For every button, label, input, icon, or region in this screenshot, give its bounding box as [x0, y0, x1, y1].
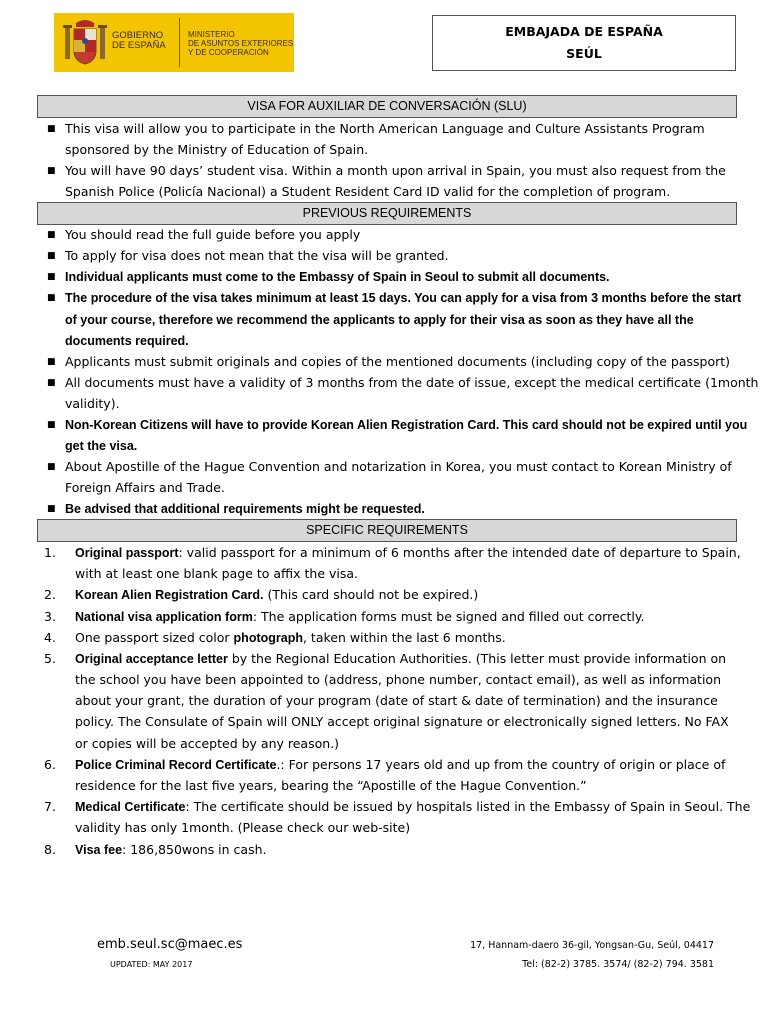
- embassy-city: SEÚL: [566, 46, 602, 61]
- section-title-previous: PREVIOUS REQUIREMENTS: [37, 202, 737, 225]
- intro-text: sponsored by the Ministry of Education of Spain.: [65, 142, 369, 157]
- bullet-icon: ■: [47, 124, 56, 134]
- list-item: One passport sized color photograph, taken within the last 6 months.: [75, 630, 506, 645]
- bullet-icon: ■: [47, 378, 56, 388]
- requirement-text: You should read the full guide before you apply: [65, 227, 361, 242]
- bullet-icon: ■: [47, 420, 56, 430]
- section-title-visa: VISA FOR AUXILIAR DE CONVERSACIÓN (SLU): [37, 95, 737, 118]
- list-number: 4.: [44, 630, 56, 645]
- list-item: Visa fee: 186,850wons in cash.: [75, 842, 267, 857]
- bullet-icon: ■: [47, 230, 56, 240]
- list-item: Original passport: valid passport for a minimum of 6 months after the intended date of departure to Spain,: [75, 545, 741, 560]
- requirement-text: Non-Korean Citizens will have to provide Korean Alien Registration Card. This card should not be expired until you: [65, 418, 748, 432]
- footer-updated: UPDATED: MAY 2017: [110, 960, 193, 969]
- requirement-text: To apply for visa does not mean that the visa will be granted.: [65, 248, 449, 263]
- bullet-icon: ■: [47, 293, 56, 303]
- list-number: 1.: [44, 545, 56, 560]
- list-item: Korean Alien Registration Card. (This card should not be expired.): [75, 587, 479, 602]
- bullet-icon: ■: [47, 251, 56, 261]
- embassy-name: EMBAJADA DE ESPAÑA: [505, 24, 663, 39]
- list-item: the school you have been appointed to (address, phone number, contact email), as well as information: [75, 672, 721, 687]
- list-item: Medical Certificate: The certificate should be issued by hospitals listed in the Embassy of Spain in Seoul. The: [75, 799, 751, 814]
- list-number: 6.: [44, 757, 56, 772]
- requirement-text: of your course, therefore we recommend the applicants to apply for their visa as soon as they have all the: [65, 313, 694, 327]
- requirement-text: Applicants must submit originals and copies of the mentioned documents (including copy of the passport): [65, 354, 731, 369]
- list-number: 5.: [44, 651, 56, 666]
- requirement-text: get the visa.: [65, 439, 138, 453]
- bullet-icon: ■: [47, 272, 56, 282]
- section-title-specific: SPECIFIC REQUIREMENTS: [37, 519, 737, 542]
- footer-address: 17, Hannam-daero 36-gil, Yongsan-Gu, Seúl, 04417: [470, 940, 714, 951]
- bullet-icon: ■: [47, 462, 56, 472]
- list-item: with at least one blank page to affix the visa.: [75, 566, 359, 581]
- footer-email: emb.seul.sc@maec.es: [97, 937, 243, 952]
- list-item: residence for the last five years, bearing the “Apostille of the Hague Convention.”: [75, 778, 587, 793]
- requirement-text: Individual applicants must come to the Embassy of Spain in Seoul to submit all documents.: [65, 270, 610, 284]
- logo-divider: [179, 18, 180, 67]
- list-item: Original acceptance letter by the Regional Education Authorities. (This letter must provide information on: [75, 651, 727, 666]
- bullet-icon: ■: [47, 357, 56, 367]
- footer-phone: Tel: (82-2) 3785. 3574/ (82-2) 794. 3581: [522, 959, 714, 970]
- requirement-text: Be advised that additional requirements might be requested.: [65, 502, 425, 516]
- government-logo: [54, 13, 294, 72]
- list-item: validity has only 1month. (Please check our web-site): [75, 820, 411, 835]
- list-number: 8.: [44, 842, 56, 857]
- bullet-icon: ■: [47, 166, 56, 176]
- list-item: National visa application form: The application forms must be signed and filled out correctly.: [75, 609, 645, 624]
- list-number: 7.: [44, 799, 56, 814]
- logo-government-text: GOBIERNO DE ESPAÑA: [112, 30, 166, 51]
- list-item: Police Criminal Record Certificate.: For persons 17 years old and up from the country of origin or place of: [75, 757, 726, 772]
- intro-text: This visa will allow you to participate in the North American Language and Culture Assistants Program: [65, 121, 705, 136]
- intro-text: Spanish Police (Policía Nacional) a Student Resident Card ID valid for the completion of program.: [65, 184, 671, 199]
- coat-of-arms-icon: [62, 17, 108, 68]
- list-item: policy. The Consulate of Spain will ONLY accept original signature or electronically signed letters. No FAX: [75, 714, 729, 729]
- list-number: 2.: [44, 587, 56, 602]
- requirement-text: validity).: [65, 396, 120, 411]
- requirement-text: The procedure of the visa takes minimum at least 15 days. You can apply for a visa from 3 months before the start: [65, 291, 742, 305]
- embassy-title-box: [432, 15, 736, 71]
- intro-text: You will have 90 days’ student visa. Within a month upon arrival in Spain, you must also request from the: [65, 163, 726, 178]
- list-item: about your grant, the duration of your program (date of start & date of termination) and the insurance: [75, 693, 718, 708]
- requirement-text: About Apostille of the Hague Convention and notarization in Korea, you must contact to Korean Ministry of: [65, 459, 732, 474]
- bullet-icon: ■: [47, 504, 56, 514]
- list-number: 3.: [44, 609, 56, 624]
- requirement-text: Foreign Affairs and Trade.: [65, 480, 225, 495]
- logo-ministry-text: MINISTERIO DE ASUNTOS EXTERIORES Y DE COOPERACIÓN: [188, 30, 294, 57]
- requirement-text: All documents must have a validity of 3 months from the date of issue, except the medical certificate (1month: [65, 375, 759, 390]
- list-item: or copies will be accepted by any reason.): [75, 736, 340, 751]
- requirement-text: documents required.: [65, 334, 189, 348]
